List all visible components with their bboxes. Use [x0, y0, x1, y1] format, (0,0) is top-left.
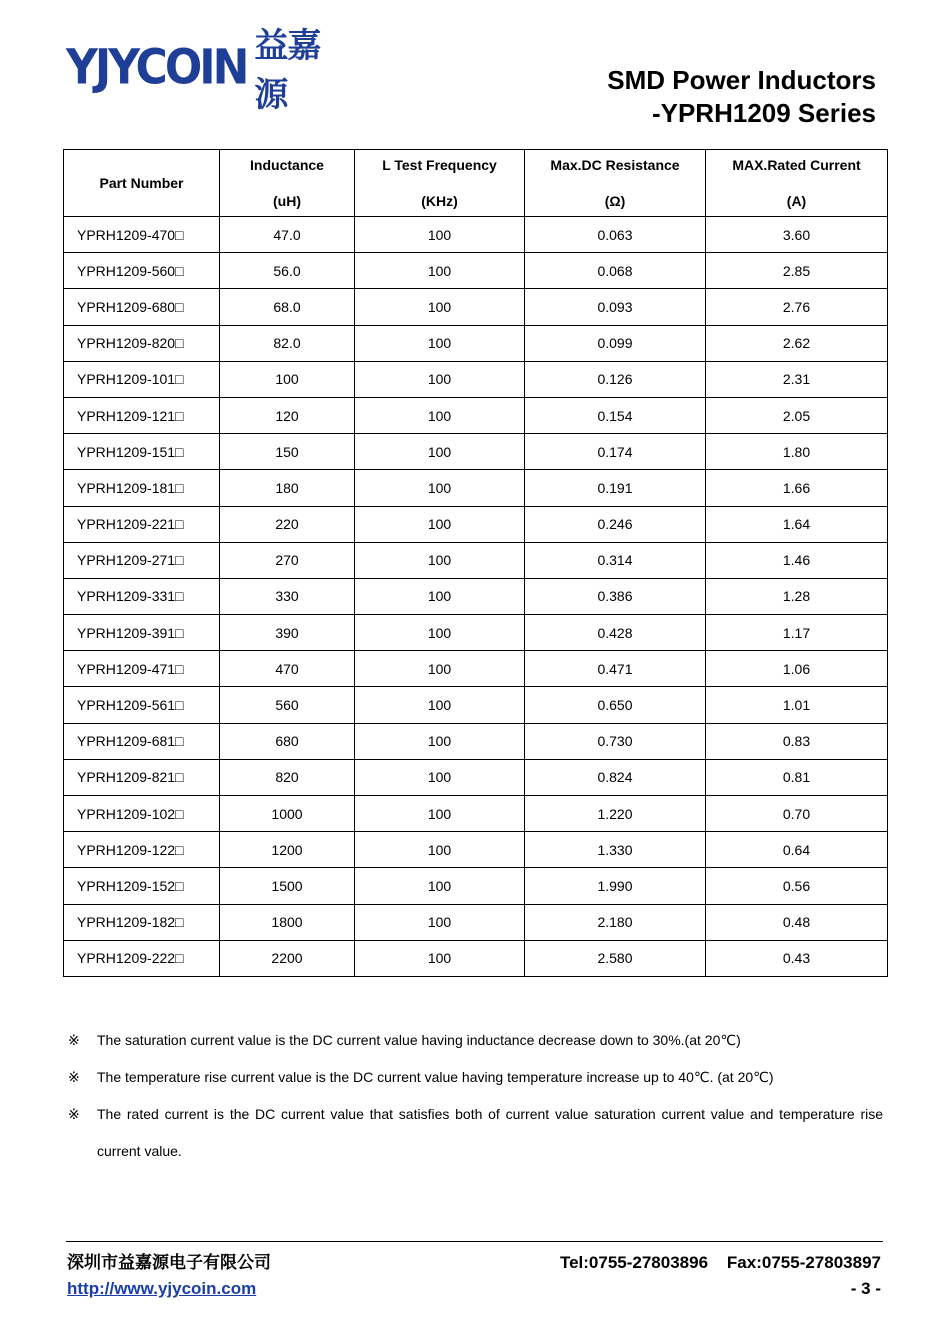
footer-company-name: 深圳市益嘉源电子有限公司 [67, 1253, 271, 1272]
table-row [64, 434, 888, 470]
table-row [64, 361, 888, 397]
table-row [64, 687, 888, 723]
cell-part-number: YPRH1209-151□ [64, 434, 220, 470]
cell-inductance: 56.0 [220, 253, 355, 289]
cell-part-number: YPRH1209-102□ [64, 796, 220, 832]
header-rated-current-label: MAX.Rated Current [732, 157, 861, 173]
header-dc-resistance [525, 150, 706, 217]
cell-test-frequency: 100 [355, 253, 525, 289]
cell-rated-current: 1.28 [706, 578, 888, 614]
footer-divider [66, 1241, 883, 1242]
cell-dc-resistance: 1.220 [525, 796, 706, 832]
cell-dc-resistance: 0.191 [525, 470, 706, 506]
cell-part-number: YPRH1209-470□ [64, 217, 220, 253]
cell-test-frequency: 100 [355, 832, 525, 868]
cell-inductance: 100 [220, 361, 355, 397]
cell-inductance: 180 [220, 470, 355, 506]
cell-inductance: 470 [220, 651, 355, 687]
cell-test-frequency: 100 [355, 940, 525, 976]
cell-test-frequency: 100 [355, 615, 525, 651]
cell-inductance: 1500 [220, 868, 355, 904]
cell-dc-resistance: 1.330 [525, 832, 706, 868]
table-row [64, 217, 888, 253]
header-test-frequency-label: L Test Frequency [382, 157, 497, 173]
cell-inductance: 560 [220, 687, 355, 723]
table-row [64, 397, 888, 433]
cell-part-number: YPRH1209-181□ [64, 470, 220, 506]
cell-test-frequency: 100 [355, 361, 525, 397]
table-row [64, 868, 888, 904]
header-part-number-label: Part Number [99, 175, 184, 191]
table-row [64, 723, 888, 759]
cell-test-frequency: 100 [355, 289, 525, 325]
header-inductance [220, 150, 355, 217]
cell-rated-current: 1.06 [706, 651, 888, 687]
table-row [64, 904, 888, 940]
cell-inductance: 820 [220, 759, 355, 795]
cell-inductance: 270 [220, 542, 355, 578]
cell-dc-resistance: 2.580 [525, 940, 706, 976]
cell-part-number: YPRH1209-391□ [64, 615, 220, 651]
table-row [64, 253, 888, 289]
footer-left [67, 1250, 271, 1302]
cell-test-frequency: 100 [355, 434, 525, 470]
cell-rated-current: 1.80 [706, 434, 888, 470]
cell-test-frequency: 100 [355, 904, 525, 940]
cell-inductance: 220 [220, 506, 355, 542]
cell-part-number: YPRH1209-121□ [64, 397, 220, 433]
cell-inductance: 150 [220, 434, 355, 470]
cell-part-number: YPRH1209-680□ [64, 289, 220, 325]
cell-dc-resistance: 0.824 [525, 759, 706, 795]
cell-dc-resistance: 0.099 [525, 325, 706, 361]
note-text: The rated current is the DC current value that satisfies both of current value saturation current value and temperature rise current value. [97, 1106, 883, 1159]
table-row [64, 615, 888, 651]
cell-inductance: 120 [220, 397, 355, 433]
cell-test-frequency: 100 [355, 796, 525, 832]
cell-dc-resistance: 0.386 [525, 578, 706, 614]
company-logo [66, 26, 324, 115]
cell-rated-current: 0.70 [706, 796, 888, 832]
cell-dc-resistance: 0.126 [525, 361, 706, 397]
cell-test-frequency: 100 [355, 506, 525, 542]
document-title [607, 64, 876, 130]
table-row [64, 940, 888, 976]
cell-part-number: YPRH1209-271□ [64, 542, 220, 578]
cell-rated-current: 0.81 [706, 759, 888, 795]
table-row [64, 325, 888, 361]
cell-part-number: YPRH1209-101□ [64, 361, 220, 397]
cell-dc-resistance: 0.471 [525, 651, 706, 687]
cell-dc-resistance: 0.314 [525, 542, 706, 578]
cell-part-number: YPRH1209-560□ [64, 253, 220, 289]
note-mark: ※ [68, 1106, 80, 1122]
note-mark: ※ [68, 1032, 80, 1048]
cell-inductance: 68.0 [220, 289, 355, 325]
cell-test-frequency: 100 [355, 217, 525, 253]
header-test-frequency [355, 150, 525, 217]
cell-rated-current: 2.05 [706, 397, 888, 433]
cell-dc-resistance: 0.063 [525, 217, 706, 253]
cell-part-number: YPRH1209-561□ [64, 687, 220, 723]
note-mark: ※ [68, 1069, 80, 1085]
cell-test-frequency: 100 [355, 651, 525, 687]
cell-rated-current: 1.17 [706, 615, 888, 651]
table-row [64, 759, 888, 795]
cell-dc-resistance: 0.093 [525, 289, 706, 325]
spec-table [63, 149, 888, 977]
cell-rated-current: 2.85 [706, 253, 888, 289]
spec-table-container [63, 149, 887, 977]
cell-part-number: YPRH1209-820□ [64, 325, 220, 361]
cell-rated-current: 2.62 [706, 325, 888, 361]
cell-rated-current: 1.01 [706, 687, 888, 723]
footer-page-number: - 3 - [850, 1279, 881, 1298]
note-item [68, 1096, 883, 1170]
cell-part-number: YPRH1209-152□ [64, 868, 220, 904]
cell-dc-resistance: 0.174 [525, 434, 706, 470]
table-row [64, 796, 888, 832]
header-test-frequency-unit: (KHz) [421, 193, 458, 209]
cell-inductance: 47.0 [220, 217, 355, 253]
cell-rated-current: 0.64 [706, 832, 888, 868]
cell-inductance: 2200 [220, 940, 355, 976]
cell-rated-current: 0.83 [706, 723, 888, 759]
header-part-number [64, 150, 220, 217]
note-text: The saturation current value is the DC current value having inductance decrease down to 30%.(at 20℃) [97, 1032, 741, 1048]
table-row [64, 542, 888, 578]
logo-cn-text: 益嘉源 [254, 26, 321, 115]
footer-right [560, 1250, 881, 1302]
note-item [68, 1022, 883, 1059]
footer-website-link[interactable]: http://www.yjycoin.com [67, 1279, 257, 1298]
table-body [64, 217, 888, 977]
cell-inductance: 390 [220, 615, 355, 651]
cell-test-frequency: 100 [355, 397, 525, 433]
cell-dc-resistance: 2.180 [525, 904, 706, 940]
cell-test-frequency: 100 [355, 325, 525, 361]
cell-rated-current: 3.60 [706, 217, 888, 253]
cell-part-number: YPRH1209-821□ [64, 759, 220, 795]
cell-inductance: 82.0 [220, 325, 355, 361]
header-rated-current-unit: (A) [786, 193, 807, 209]
cell-test-frequency: 100 [355, 470, 525, 506]
cell-dc-resistance: 0.730 [525, 723, 706, 759]
cell-dc-resistance: 1.990 [525, 868, 706, 904]
cell-rated-current: 2.76 [706, 289, 888, 325]
cell-test-frequency: 100 [355, 723, 525, 759]
cell-dc-resistance: 0.428 [525, 615, 706, 651]
cell-test-frequency: 100 [355, 868, 525, 904]
note-item [68, 1059, 883, 1096]
cell-part-number: YPRH1209-681□ [64, 723, 220, 759]
logo-latin-text: YJYCOIN [66, 38, 247, 96]
cell-part-number: YPRH1209-122□ [64, 832, 220, 868]
footer-contact: Tel:0755-27803896 Fax:0755-27803897 [559, 1253, 881, 1272]
cell-dc-resistance: 0.154 [525, 397, 706, 433]
cell-test-frequency: 100 [355, 542, 525, 578]
cell-rated-current: 1.66 [706, 470, 888, 506]
cell-inductance: 1000 [220, 796, 355, 832]
header-dc-resistance-label: Max.DC Resistance [550, 157, 680, 173]
header-rated-current [706, 150, 888, 217]
table-row [64, 470, 888, 506]
cell-rated-current: 1.46 [706, 542, 888, 578]
cell-test-frequency: 100 [355, 759, 525, 795]
cell-rated-current: 0.56 [706, 868, 888, 904]
cell-test-frequency: 100 [355, 687, 525, 723]
header-inductance-label: Inductance [250, 157, 324, 173]
cell-part-number: YPRH1209-182□ [64, 904, 220, 940]
cell-test-frequency: 100 [355, 578, 525, 614]
cell-part-number: YPRH1209-331□ [64, 578, 220, 614]
cell-inductance: 1800 [220, 904, 355, 940]
cell-dc-resistance: 0.650 [525, 687, 706, 723]
cell-rated-current: 0.43 [706, 940, 888, 976]
cell-rated-current: 2.31 [706, 361, 888, 397]
title-line-2: -YPRH1209 Series [651, 98, 876, 128]
cell-inductance: 330 [220, 578, 355, 614]
cell-rated-current: 1.64 [706, 506, 888, 542]
notes-section [68, 1022, 883, 1170]
table-header-row [64, 150, 888, 217]
cell-dc-resistance: 0.068 [525, 253, 706, 289]
cell-part-number: YPRH1209-221□ [64, 506, 220, 542]
title-line-1: SMD Power Inductors [607, 65, 876, 95]
table-row [64, 578, 888, 614]
cell-rated-current: 0.48 [706, 904, 888, 940]
note-text: The temperature rise current value is the DC current value having temperature increase up to 40℃. (at 20℃) [97, 1069, 774, 1085]
cell-part-number: YPRH1209-222□ [64, 940, 220, 976]
cell-part-number: YPRH1209-471□ [64, 651, 220, 687]
table-row [64, 832, 888, 868]
table-row [64, 289, 888, 325]
header-dc-resistance-unit: (Ω) [604, 193, 626, 209]
header-inductance-unit: (uH) [273, 193, 301, 209]
cell-dc-resistance: 0.246 [525, 506, 706, 542]
cell-inductance: 680 [220, 723, 355, 759]
cell-inductance: 1200 [220, 832, 355, 868]
table-row [64, 506, 888, 542]
table-row [64, 651, 888, 687]
